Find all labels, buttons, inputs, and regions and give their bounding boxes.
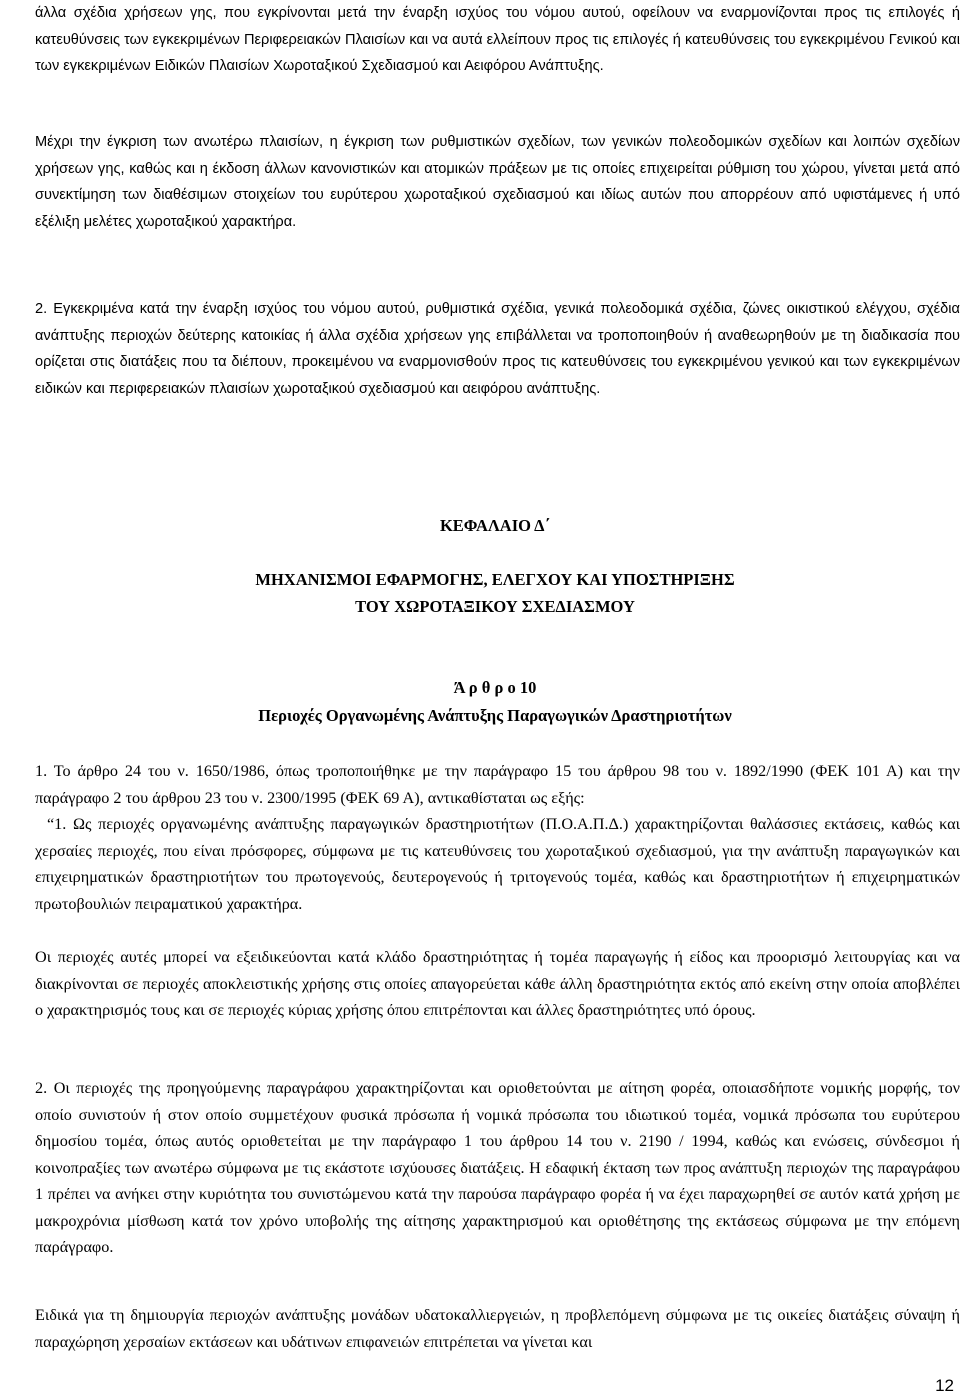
chapter-title-line-2: ΤΟΥ ΧΩΡΟΤΑΞΙΚΟΥ ΣΧΕΔΙΑΣΜΟΥ bbox=[355, 597, 635, 616]
chapter-heading: ΚΕΦΑΛΑΙΟ Δ΄ bbox=[439, 516, 551, 535]
article-heading: Ά ρ θ ρ ο 10 bbox=[453, 678, 537, 697]
article-paragraph-aquaculture: Ειδικά για τη δημιουργία περιοχών ανάπτυξης μονάδων υδατοκαλλιεργειών, η προβλεπόμενη σύμφωνα με τις οικείες διατάξεις σύναψη ή παραχώρηση χερσαίων εκτάσεων και υδάτινων επιφανειών επιτρέπεται να γίνεται και bbox=[35, 1306, 960, 1351]
paragraph-intro: άλλα σχέδια χρήσεων γης, που εγκρίνονται μετά την έναρξη ισχύος του νόμου αυτού, οφείλουν να εναρμονίζονται προς τις επιλογές ή κατευθύνσεις των εγκεκριμένων Περιφερειακών Πλαισίων και να αυτά ελλείπουν προς τις επιλογές ή κατευθύνσεις του εγκεκριμένου Γενικού και των εγκεκριμένων Ειδικών Πλαισίων Χωροταξικού Σχεδιασμού και Αειφόρου Ανάπτυξης. bbox=[35, 5, 960, 74]
article-paragraph-specialize: Οι περιοχές αυτές μπορεί να εξειδικεύονται κατά κλάδο δραστηριότητας ή τομέα παραγωγής ή είδος και προορισμό λειτουργίας και να διακρίνονται σε περιοχές αποκλειστικής χρήσης στις οποίες απαγορεύεται κάθε άλλη δραστηριότητα εκτός από εκείνη στην οποία αποβλέπει ο χαρακτηρισμός τους και σε περιοχές κύριας χρήσης όπου επιτρέπονται και άλλες δραστηριότητες υπό όρους. bbox=[35, 948, 960, 1019]
paragraph-item-2: 2. Εγκεκριμένα κατά την έναρξη ισχύος του νόμου αυτού, ρυθμιστικά σχέδια, γενικά πολεοδομικά σχέδια, ζώνες οικιστικού ελέγχου, σχέδια ανάπτυξης περιοχών δεύτερης κατοικίας ή άλλα σχέδια χρήσεων γης επιβάλλεται να τροποποιηθούν ή αναθεωρηθούν με τη διαδικασία που ορίζεται στις διατάξεις που τα διέπουν, προκειμένου να εναρμονισθούν προς τις κατευθύνσεις του εγκεκριμένου γενικού και των εγκεκριμένων ειδικών και περιφερειακών πλαισίων χωροταξικού σχεδιασμού και αειφόρου ανάπτυξης. bbox=[35, 301, 960, 397]
chapter-title-line-1: ΜΗΧΑΝΙΣΜΟΙ ΕΦΑΡΜΟΓΗΣ, ΕΛΕΓΧΟΥ ΚΑΙ ΥΠΟΣΤΗΡΙΞΗΣ bbox=[255, 570, 735, 589]
page-number: 12 bbox=[935, 1376, 954, 1395]
paragraph-until-approval: Μέχρι την έγκριση των ανωτέρω πλαισίων, η έγκριση των ρυθμιστικών σχεδίων, των γενικών πολεοδομικών σχεδίων και λοιπών σχεδίων χρήσεων γης, καθώς και η έκδοση άλλων κανονιστικών και ατομικών πράξεων με τις οποίες επιχειρείται ρύθμιση του χώρου, γίνεται μετά από συνεκτίμηση των διαθέσιμων στοιχείων του ευρύτερου χωροταξικού σχεδιασμού και ιδίως αυτών που απορρέουν από υφιστάμενες ή υπό εξέλιξη μελέτες χωροταξικού χαρακτήρα. bbox=[35, 134, 960, 230]
article-paragraph-2: 2. Οι περιοχές της προηγούμενης παραγράφου χαρακτηρίζονται και οριοθετούνται με αίτηση φορέα, οποιασδήποτε νομικής μορφής, τον οποίο συνιστούν ή στον οποίο συμμετέχουν φυσικά πρόσωπα ή νομικά πρόσωπα του ιδιωτικού τομέα, νομικά πρόσωπα του ευρύτερου δημοσίου τομέα, όπως αυτός οριοθετείται με την παράγραφο 1 του άρθρου 14 του ν. 2190 / 1994, καθώς και ενώσεις, σύνδεσμοι ή κοινοπραξίες των ανωτέρω σύμφωνα με τις εκάστοτε ισχύουσες διατάξεις. Η εδαφική έκταση των προς ανάπτυξη περιοχών της παραγράφου 1 πρέπει να ανήκει στην κυριότητα του συνιστώμενου κατά την παρούσα παράγραφο φορέα ή να έχει παραχωρηθεί σε αυτόν κατά χρήση με μακροχρόνια μίσθωση κατά τον χρόνο υποβολής της αίτησης χαρακτηρισμού και οριοθέτησης της εκτάσεως σύμφωνα με την επόμενη παράγραφο. bbox=[35, 1079, 960, 1256]
article-title: Περιοχές Οργανωμένης Ανάπτυξης Παραγωγικών Δραστηριοτήτων bbox=[258, 706, 732, 725]
article-paragraph-1: 1. Το άρθρο 24 του ν. 1650/1986, όπως τροποποιήθηκε με την παράγραφο 15 του άρθρου 98 του ν. 1892/1990 (ΦΕΚ 101 Α) και την παράγραφο 2 του άρθρου 23 του ν. 2300/1995 (ΦΕΚ 69 Α), αντικαθίσταται ως εξής: bbox=[35, 762, 960, 807]
article-paragraph-1-quote: “1. Ως περιοχές οργανωμένης ανάπτυξης παραγωγικών δραστηριοτήτων (Π.Ο.Α.Π.Δ.) χαρακτηρίζονται θαλάσσιες εκτάσεις, καθώς και χερσαίες περιοχές, που είναι πρόσφορες, σύμφωνα με τις κατευθύνσεις του χωροταξικού σχεδιασμού, για την ανάπτυξη παραγωγικών και επιχειρηματικών δραστηριοτήτων του πρωτογενούς, δευτερογενούς ή τριτογενούς τομέα, καθώς και δραστηριοτήτων ή επιχειρηματικών πρωτοβουλιών πειραματικού χαρακτήρα. bbox=[35, 815, 960, 913]
